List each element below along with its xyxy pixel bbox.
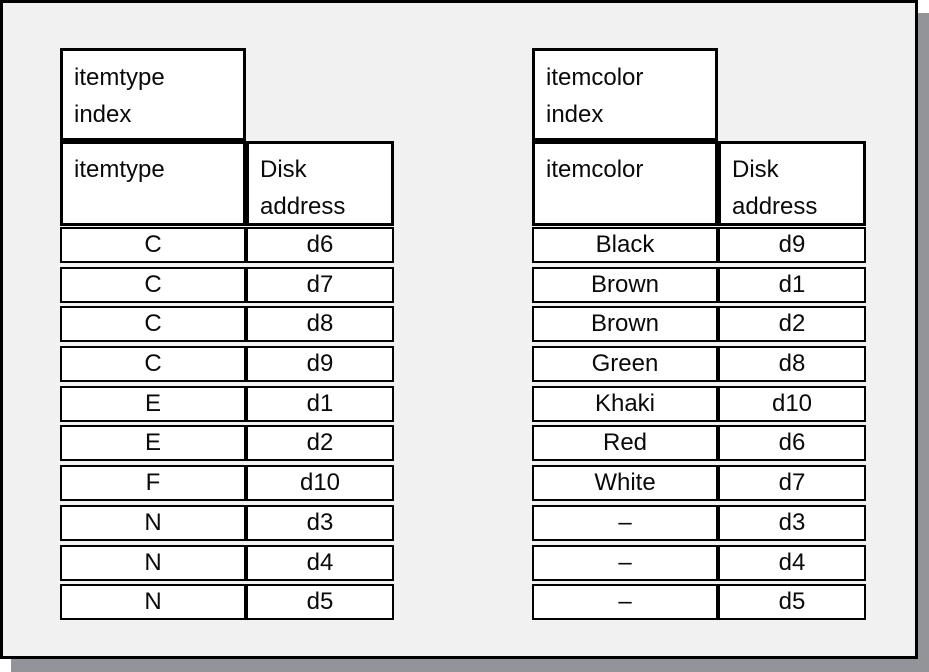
itemcolor-value-cell: Brown — [532, 267, 718, 303]
itemtype-value-cell: C — [60, 306, 246, 342]
disk-address-cell: d8 — [246, 306, 394, 342]
itemtype-value-cell: C — [60, 227, 246, 263]
index-title-line-2: index — [546, 101, 604, 128]
table-row — [60, 346, 394, 382]
itemcolor-value-cell: – — [532, 505, 718, 541]
itemcolor-value-cell: Green — [532, 346, 718, 382]
itemtype-value-cell: C — [60, 346, 246, 382]
disk-address-cell: d10 — [246, 465, 394, 501]
itemtype-value-cell: N — [60, 584, 246, 620]
itemcolor-value-cell: Black — [532, 227, 718, 263]
itemtype-index-table — [60, 48, 394, 620]
index-title-line-2: index — [74, 101, 132, 128]
table-row — [532, 545, 866, 581]
itemcolor-index-table — [532, 48, 866, 620]
disk-address-cell: d9 — [718, 227, 866, 263]
itemtype-value-cell: N — [60, 505, 246, 541]
itemcolor-value-cell: Red — [532, 425, 718, 461]
table-row — [532, 267, 866, 303]
itemtype-value-cell: N — [60, 545, 246, 581]
table-row — [532, 306, 866, 342]
disk-address-cell: d5 — [718, 584, 866, 620]
itemcolor-value-cell: – — [532, 545, 718, 581]
table-row — [60, 386, 394, 422]
table-row — [532, 465, 866, 501]
column-header-disk-address — [246, 141, 394, 226]
column-header-label-line-2: address — [260, 193, 346, 220]
table-row — [532, 505, 866, 541]
table-row — [60, 425, 394, 461]
disk-address-cell: d5 — [246, 584, 394, 620]
disk-address-cell: d7 — [718, 465, 866, 501]
itemcolor-value-cell: – — [532, 584, 718, 620]
disk-address-cell: d10 — [718, 386, 866, 422]
column-header-label-line-1: Disk — [260, 156, 307, 183]
table-row — [60, 584, 394, 620]
itemtype-value-cell: C — [60, 267, 246, 303]
table-row — [60, 227, 394, 263]
itemtype-value-cell: E — [60, 386, 246, 422]
column-header-itemtype — [60, 141, 246, 226]
disk-address-cell: d1 — [718, 267, 866, 303]
disk-address-cell: d2 — [246, 425, 394, 461]
column-header-label: itemcolor — [546, 156, 644, 183]
itemcolor-header-row — [532, 141, 866, 226]
itemtype-value-cell: E — [60, 425, 246, 461]
disk-address-cell: d2 — [718, 306, 866, 342]
itemtype-index-title-box — [60, 48, 246, 141]
table-row — [60, 306, 394, 342]
column-header-itemcolor — [532, 141, 718, 226]
column-header-label-line-1: Disk — [732, 156, 779, 183]
disk-address-cell: d6 — [718, 425, 866, 461]
disk-address-cell: d1 — [246, 386, 394, 422]
index-title-line-1: itemtype — [74, 64, 165, 91]
disk-address-cell: d6 — [246, 227, 394, 263]
disk-address-cell: d7 — [246, 267, 394, 303]
itemtype-header-row — [60, 141, 394, 226]
disk-address-cell: d4 — [246, 545, 394, 581]
table-row — [532, 386, 866, 422]
table-row — [60, 267, 394, 303]
column-header-label: itemtype — [74, 156, 165, 183]
itemtype-rows — [60, 227, 394, 620]
itemcolor-rows — [532, 227, 866, 620]
itemcolor-index-title-box — [532, 48, 718, 141]
table-row — [60, 465, 394, 501]
disk-address-cell: d4 — [718, 545, 866, 581]
table-row — [60, 505, 394, 541]
index-title-line-1: itemcolor — [546, 64, 644, 91]
itemcolor-value-cell: Khaki — [532, 386, 718, 422]
disk-address-cell: d9 — [246, 346, 394, 382]
table-row — [532, 425, 866, 461]
table-row — [532, 584, 866, 620]
itemtype-value-cell: F — [60, 465, 246, 501]
table-row — [532, 346, 866, 382]
table-row — [532, 227, 866, 263]
disk-address-cell: d8 — [718, 346, 866, 382]
disk-address-cell: d3 — [718, 505, 866, 541]
column-header-label-line-2: address — [732, 193, 818, 220]
itemcolor-value-cell: White — [532, 465, 718, 501]
table-row — [60, 545, 394, 581]
column-header-disk-address — [718, 141, 866, 226]
itemcolor-value-cell: Brown — [532, 306, 718, 342]
disk-address-cell: d3 — [246, 505, 394, 541]
